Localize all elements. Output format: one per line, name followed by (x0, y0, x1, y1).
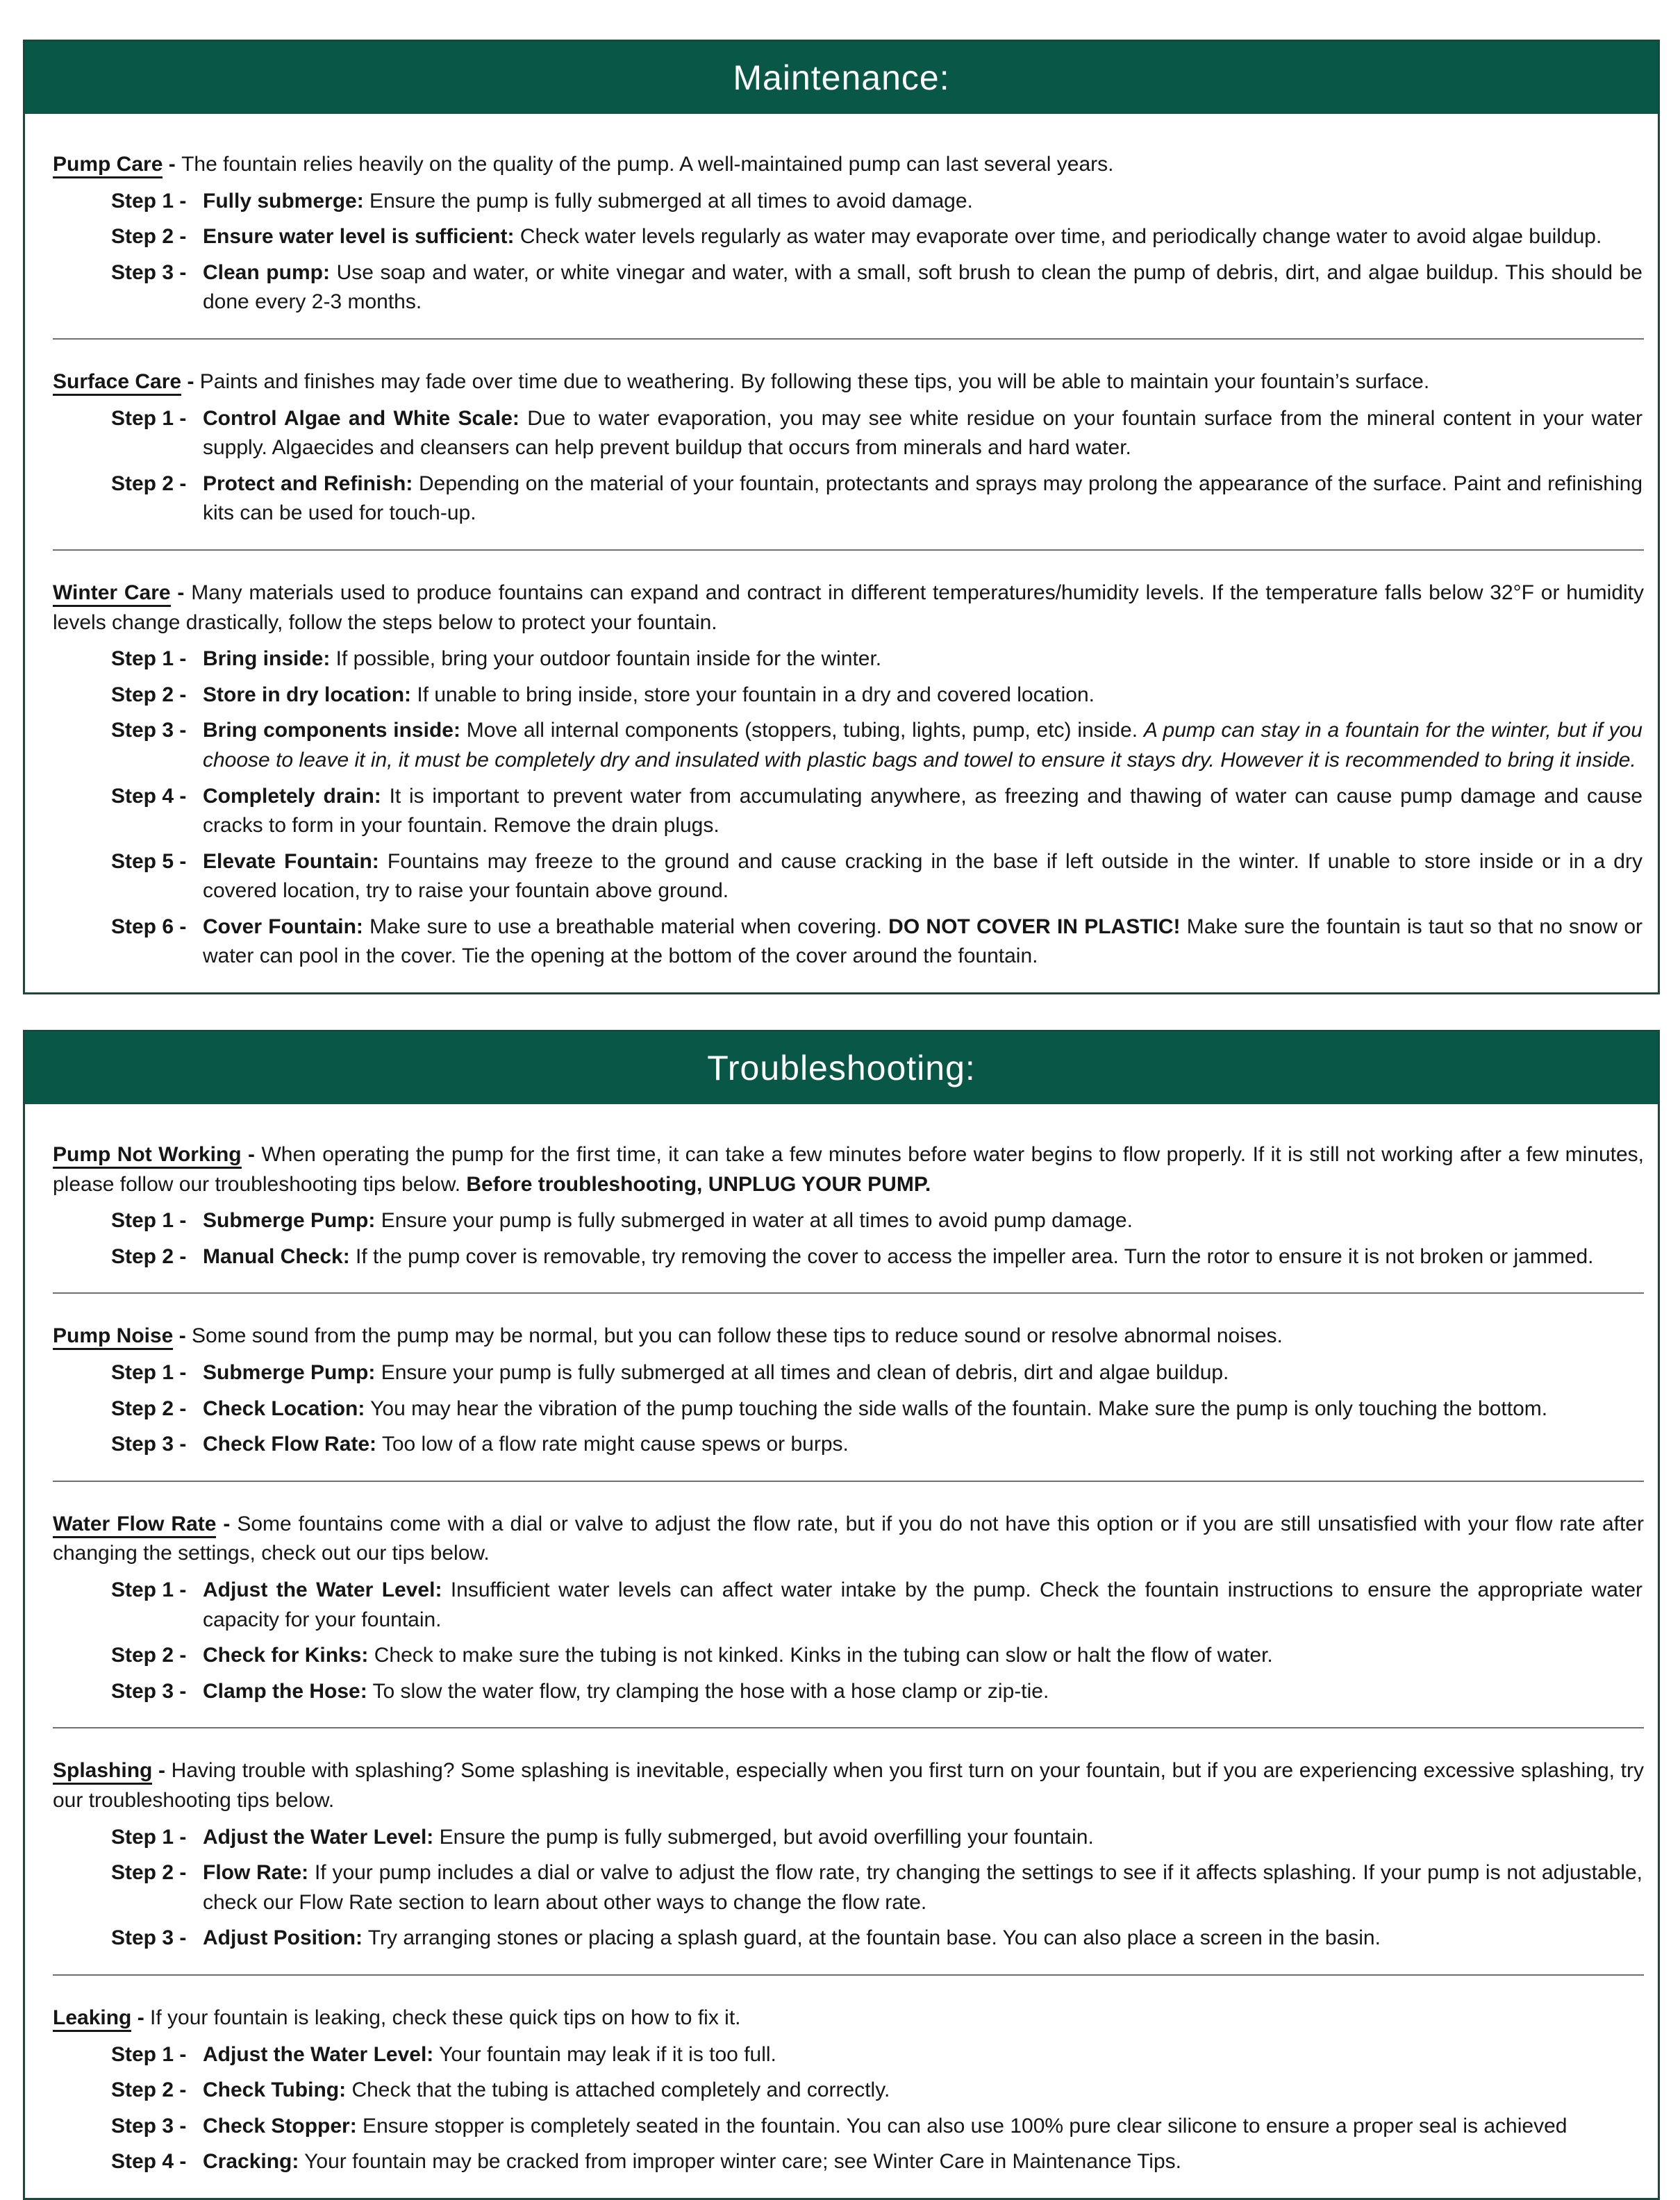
section-divider (53, 549, 1644, 551)
section-steps (53, 1358, 1647, 1460)
step-label: Step 3 - (111, 2114, 187, 2138)
step-row (111, 1677, 1647, 1707)
text-run: Ensure your pump is fully submerged at all times and clean of debris, dirt and algae buildup. (375, 1361, 1229, 1385)
troubleshooting-content (25, 1104, 1658, 2198)
section-surface-care (53, 367, 1647, 528)
page (0, 40, 1680, 2200)
text-run: Many materials used to produce fountains can expand and contract in different temperatures/humidity levels. If the temperature falls below 32°F or humidity levels change drastically, follow the steps below to protect your fountain. (53, 581, 1645, 634)
section-heading-separator: - (163, 153, 182, 176)
step-description (203, 782, 1647, 841)
step-row (111, 1242, 1647, 1272)
section-heading: Pump Care (53, 153, 163, 178)
step-row (111, 1394, 1647, 1424)
step-row (111, 912, 1647, 972)
step-keyword: Check Tubing: (203, 2078, 347, 2102)
step-label: Step 1 - (111, 1209, 187, 1233)
step-row (111, 847, 1647, 906)
section-steps (53, 1576, 1647, 1706)
step-description (203, 644, 1647, 674)
text-run: You may hear the vibration of the pump touching the side walls of the fountain. Make sure the pump is only touching the bottom. (365, 1397, 1548, 1420)
text-run: When operating the pump for the first time, it can take a few minutes before water begins to flow properly. If it is still not working after a few minutes, please follow our troubleshooting tips below. (53, 1143, 1644, 1196)
step-row (111, 1358, 1647, 1388)
step-keyword: Check Location: (203, 1397, 365, 1420)
section-intro (53, 2003, 1647, 2033)
section-intro (53, 1756, 1647, 1815)
step-label: Step 2 - (111, 225, 187, 249)
step-label: Step 2 - (111, 1244, 187, 1268)
section-intro (53, 367, 1647, 397)
text-run: Move all internal components (stoppers, tubing, lights, pump, etc) inside. (460, 719, 1144, 742)
step-label: Step 6 - (111, 915, 187, 938)
step-description (203, 2147, 1647, 2177)
section-heading: Pump Not Working (53, 1143, 242, 1169)
step-label: Step 1 - (111, 2042, 187, 2066)
section-heading-separator: - (241, 1143, 262, 1167)
section-splashing (53, 1756, 1647, 1953)
step-keyword: Cover Fountain: (203, 915, 363, 938)
section-divider (53, 338, 1644, 340)
section-steps (53, 404, 1647, 528)
step-keyword: Check for Kinks: (203, 1644, 369, 1667)
step-description (203, 1576, 1647, 1635)
step-description (203, 1677, 1647, 1707)
step-keyword: Cracking: (203, 2150, 299, 2174)
step-keyword: Bring components inside: (203, 719, 460, 742)
step-label: Step 2 - (111, 472, 187, 495)
step-keyword: Adjust Position: (203, 1926, 363, 1950)
section-intro (53, 1510, 1647, 1569)
text-run: Due to water evaporation, you may see white residue on your fountain surface from the mineral content in your water supply. Algaecides and cleansers can help prevent buildup that occurs from minerals and hard water. (203, 406, 1643, 460)
section-heading-separator: - (181, 369, 200, 393)
step-row (111, 2147, 1647, 2177)
section-heading-separator: - (173, 1324, 192, 1348)
step-label: Step 3 - (111, 1926, 187, 1950)
step-description (203, 1206, 1647, 1236)
step-label: Step 2 - (111, 1861, 187, 1885)
step-keyword: Adjust the Water Level: (203, 2042, 434, 2066)
text-run: A pump can stay in a fountain for the winter, but if you choose to leave it in, it must be completely dry and insulated with plastic bags and towel to ensure it stays dry. However it is recommended to bring it inside. (203, 719, 1642, 772)
text-run: Ensure stopper is completely seated in the fountain. You can also use 100% pure clear silicone to ensure a proper seal is achieved (356, 2114, 1567, 2138)
text-run: Your fountain may leak if it is too full. (433, 2042, 776, 2066)
text-run: If possible, bring your outdoor fountain inside for the winter. (330, 647, 882, 671)
text-run: Try arranging stones or placing a splash guard, at the fountain base. You can also place a screen in the basin. (362, 1926, 1381, 1950)
step-description (203, 681, 1647, 710)
text-run: If unable to bring inside, store your fountain in a dry and covered location. (411, 683, 1095, 706)
step-keyword: Store in dry location: (203, 683, 412, 706)
step-keyword: Protect and Refinish: (203, 472, 413, 495)
step-label: Step 5 - (111, 849, 187, 873)
section-steps (53, 1206, 1647, 1272)
section-heading-separator: - (170, 581, 192, 604)
step-description (203, 222, 1647, 252)
text-run: Insufficient water levels can affect water intake by the pump. Check the fountain instructions to ensure the appropriate water capacity for your fountain. (203, 1578, 1642, 1631)
section-divider (53, 1974, 1644, 1976)
maintenance-content (25, 114, 1658, 992)
text-run: If your fountain is leaking, check these quick tips on how to fix it. (150, 2006, 741, 2029)
troubleshooting-title: Troubleshooting: (707, 1049, 976, 1088)
text-run: Make sure to use a breathable material when covering. (363, 915, 889, 938)
section-intro (53, 578, 1647, 638)
maintenance-header-bar (25, 42, 1658, 114)
step-label: Step 3 - (111, 719, 187, 742)
step-description (203, 469, 1647, 528)
section-heading-separator: - (152, 1759, 172, 1783)
step-label: Step 1 - (111, 647, 187, 671)
text-run: Ensure your pump is fully submerged in water at all times to avoid pump damage. (375, 1209, 1133, 1233)
text-run: Check to make sure the tubing is not kinked. Kinks in the tubing can slow or halt the flow of water. (368, 1644, 1273, 1667)
maintenance-panel (23, 40, 1660, 994)
step-row (111, 644, 1647, 674)
section-intro (53, 1322, 1647, 1351)
text-run: Too low of a flow rate might cause spews or burps. (376, 1433, 849, 1456)
section-steps (53, 1823, 1647, 1953)
step-row (111, 1430, 1647, 1460)
step-keyword: Submerge Pump: (203, 1209, 376, 1233)
text-run: Check that the tubing is attached completely and correctly. (346, 2078, 890, 2102)
text-run: Use soap and water, or white vinegar and water, with a small, soft brush to clean the pump of debris, dirt, and algae buildup. This should be done every 2-3 months. (203, 260, 1642, 314)
section-divider (53, 1727, 1644, 1728)
step-label: Step 2 - (111, 683, 187, 706)
step-description (203, 1394, 1647, 1424)
section-pump-care (53, 150, 1647, 317)
step-keyword: Check Stopper: (203, 2114, 357, 2138)
step-description (203, 2076, 1647, 2106)
text-run: Make sure the fountain is taut so that no snow or water can pool in the cover. Tie the opening at the bottom of the cover around the fountain. (203, 915, 1642, 968)
step-keyword: Clean pump: (203, 260, 330, 284)
section-heading: Pump Noise (53, 1324, 173, 1350)
text-run: Some sound from the pump may be normal, but you can follow these tips to reduce sound or resolve abnormal noises. (192, 1324, 1283, 1348)
step-keyword: Manual Check: (203, 1244, 350, 1268)
step-row (111, 469, 1647, 528)
step-label: Step 1 - (111, 189, 187, 212)
step-label: Step 1 - (111, 1361, 187, 1385)
text-run: Some fountains come with a dial or valve to adjust the flow rate, but if you do not have this option or if you are still unsatisfied with your flow rate after changing the settings, check out our tips below. (53, 1512, 1644, 1565)
text-run: Ensure the pump is fully submerged at all times to avoid damage. (363, 189, 973, 212)
step-keyword: Submerge Pump: (203, 1361, 376, 1385)
step-label: Step 4 - (111, 784, 187, 808)
step-keyword: Fully submerge: (203, 189, 364, 212)
step-label: Step 1 - (111, 406, 187, 430)
step-row (111, 1858, 1647, 1917)
section-steps (53, 644, 1647, 972)
section-divider (53, 1481, 1644, 1482)
step-label: Step 3 - (111, 1433, 187, 1456)
step-keyword: Adjust the Water Level: (203, 1825, 434, 1849)
step-row (111, 1206, 1647, 1236)
step-keyword: Bring inside: (203, 647, 331, 671)
step-keyword: Ensure water level is sufficient: (203, 225, 515, 249)
section-water-flow-rate (53, 1510, 1647, 1707)
section-leaking (53, 2003, 1647, 2177)
text-run: If the pump cover is removable, try removing the cover to access the impeller area. Turn the rotor to ensure it is not broken or jammed. (349, 1244, 1594, 1268)
step-row (111, 2076, 1647, 2106)
step-row (111, 404, 1647, 463)
step-description (203, 2040, 1647, 2070)
section-heading: Leaking (53, 2006, 131, 2032)
section-steps (53, 187, 1647, 317)
step-description (203, 1358, 1647, 1388)
step-row (111, 1641, 1647, 1671)
section-heading-separator: - (131, 2006, 151, 2029)
section-heading-separator: - (216, 1512, 238, 1535)
step-keyword: Control Algae and White Scale: (203, 406, 519, 430)
step-row (111, 681, 1647, 710)
text-run: Check water levels regularly as water may evaporate over time, and periodically change water to avoid algae buildup. (514, 225, 1602, 249)
step-description (203, 2112, 1647, 2142)
text-run: Ensure the pump is fully submerged, but avoid overfilling your fountain. (433, 1825, 1094, 1849)
section-intro (53, 150, 1647, 180)
step-keyword: Elevate Fountain: (203, 849, 379, 873)
step-description (203, 1430, 1647, 1460)
text-run: The fountain relies heavily on the quality of the pump. A well-maintained pump can last several years. (181, 153, 1114, 176)
step-label: Step 1 - (111, 1578, 187, 1601)
step-row (111, 716, 1647, 775)
section-intro (53, 1140, 1647, 1199)
maintenance-title: Maintenance: (733, 58, 950, 97)
step-description (203, 912, 1647, 972)
step-row (111, 187, 1647, 217)
step-label: Step 3 - (111, 260, 187, 284)
step-keyword: Flow Rate: (203, 1861, 309, 1885)
section-heading: Surface Care (53, 370, 181, 396)
step-row (111, 2040, 1647, 2070)
text-run: Your fountain may be cracked from improper winter care; see Winter Care in Maintenance Tips. (299, 2150, 1181, 2174)
troubleshooting-panel (23, 1030, 1660, 2200)
step-description (203, 187, 1647, 217)
step-row (111, 782, 1647, 841)
step-label: Step 2 - (111, 1397, 187, 1420)
section-divider (53, 1292, 1644, 1294)
text-run: If your pump includes a dial or valve to adjust the flow rate, try changing the settings to see if it affects splashing. If your pump is not adjustable, check our Flow Rate section to learn about other ways to change the flow rate. (203, 1861, 1643, 1914)
step-row (111, 1823, 1647, 1853)
step-description (203, 404, 1647, 463)
section-heading: Splashing (53, 1759, 152, 1785)
step-keyword: Adjust the Water Level: (203, 1578, 442, 1601)
step-label: Step 1 - (111, 1825, 187, 1849)
step-description (203, 258, 1647, 317)
step-description (203, 1242, 1647, 1272)
step-keyword: Clamp the Hose: (203, 1679, 367, 1703)
step-description (203, 1823, 1647, 1853)
text-run: DO NOT COVER IN PLASTIC! (888, 915, 1181, 938)
section-pump-noise (53, 1322, 1647, 1459)
step-label: Step 3 - (111, 1679, 187, 1703)
step-keyword: Completely drain: (203, 784, 381, 808)
step-description (203, 1641, 1647, 1671)
section-heading: Water Flow Rate (53, 1512, 216, 1538)
step-description (203, 1858, 1647, 1917)
troubleshooting-header-bar (25, 1032, 1658, 1104)
step-description (203, 716, 1647, 775)
step-label: Step 2 - (111, 2078, 187, 2102)
step-row (111, 2112, 1647, 2142)
step-keyword: Check Flow Rate: (203, 1433, 377, 1456)
section-heading: Winter Care (53, 581, 171, 607)
step-row (111, 1924, 1647, 1953)
text-run: Having trouble with splashing? Some splashing is inevitable, especially when you first turn on your fountain, but if you are experiencing excessive splashing, try our troubleshooting tips below. (53, 1759, 1644, 1812)
step-row (111, 1576, 1647, 1635)
section-winter-care (53, 578, 1647, 972)
step-row (111, 258, 1647, 317)
step-description (203, 847, 1647, 906)
text-run: Depending on the material of your fountain, protectants and sprays may prolong the appearance of the surface. Paint and refinishing kits can be used for touch-up. (203, 472, 1642, 525)
section-pump-not-working (53, 1140, 1647, 1272)
text-run: Fountains may freeze to the ground and cause cracking in the base if left outside in the winter. If unable to store inside or in a dry covered location, try to raise your fountain above ground. (203, 849, 1642, 903)
step-row (111, 222, 1647, 252)
text-run: It is important to prevent water from accumulating anywhere, as freezing and thawing of water can cause pump damage and cause cracks to form in your fountain. Remove the drain plugs. (203, 784, 1643, 838)
step-label: Step 2 - (111, 1644, 187, 1667)
text-run: Before troubleshooting, UNPLUG YOUR PUMP. (466, 1172, 931, 1196)
text-run: Paints and finishes may fade over time due to weathering. By following these tips, you will be able to maintain your fountain’s surface. (199, 369, 1430, 393)
section-steps (53, 2040, 1647, 2177)
text-run: To slow the water flow, try clamping the hose with a hose clamp or zip-tie. (367, 1679, 1049, 1703)
step-label: Step 4 - (111, 2150, 187, 2174)
step-description (203, 1924, 1647, 1953)
